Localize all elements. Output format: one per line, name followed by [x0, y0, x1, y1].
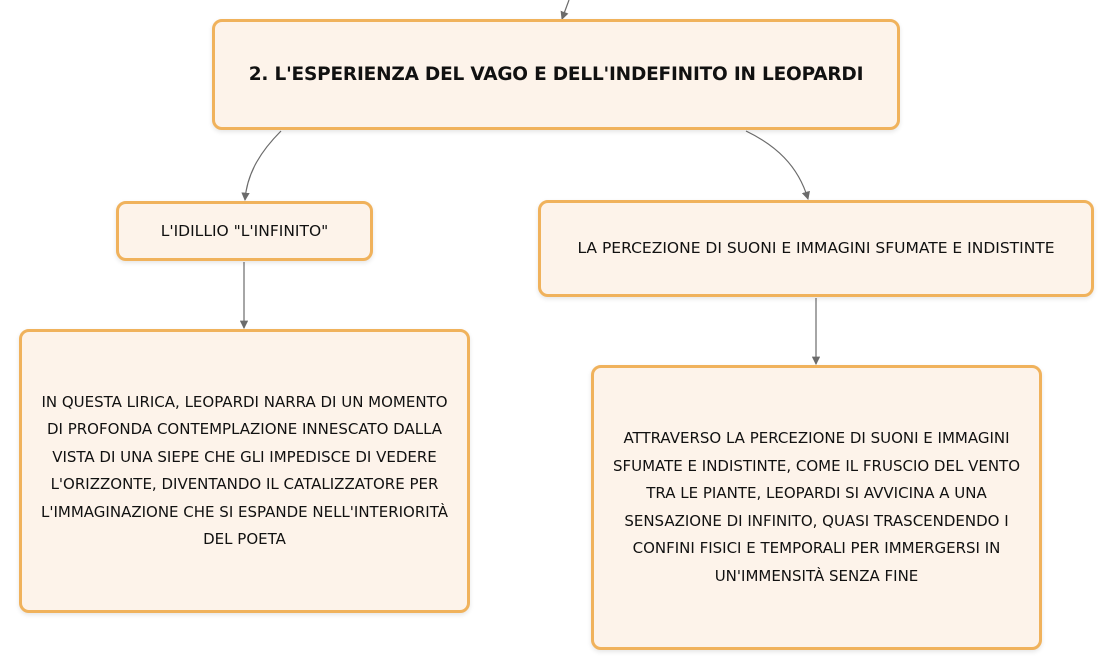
connector-parent-to-root	[562, 0, 569, 19]
subtopic-text-attraverso: ATTRAVERSO LA PERCEZIONE DI SUONI E IMMAGINI SFUMATE E INDISTINTE, COME IL FRUSCIO DEL VENTO TRA LE PIANTE, LEOPARDI SI AVVICINA A UNA SENSAZIONE DI INFINITO, QUASI TRASCENDENDO I CONFINI FISICI E TEMPORALI PER IMMERGERSI IN UN'IMMENSITÀ SENZA FINE	[612, 429, 1021, 585]
topic-node-idillio-infinito[interactable]	[116, 201, 373, 261]
topic-label-idillio-infinito: L'IDILLIO "L'INFINITO"	[160, 222, 329, 240]
connector-root-to-percezione	[746, 131, 808, 199]
subtopic-node-lirica[interactable]	[19, 329, 470, 613]
root-topic-node[interactable]	[212, 19, 900, 130]
topic-label-percezione: LA PERCEZIONE DI SUONI E IMMAGINI SFUMATE E INDISTINTE	[577, 239, 1055, 257]
subtopic-node-attraverso[interactable]	[591, 365, 1042, 650]
root-topic-label: 2. L'ESPERIENZA DEL VAGO E DELL'INDEFINITO IN LEOPARDI	[248, 64, 864, 85]
subtopic-text-lirica: IN QUESTA LIRICA, LEOPARDI NARRA DI UN MOMENTO DI PROFONDA CONTEMPLAZIONE INNESCATO DALLA VISTA DI UNA SIEPE CHE GLI IMPEDISCE DI VEDERE L'ORIZZONTE, DIVENTANDO IL CATALIZZATORE PER L'IMMAGINAZIONE CHE SI ESPANDE NELL'INTERIORITÀ DEL POETA	[41, 392, 448, 548]
connector-root-to-idillio	[245, 131, 281, 200]
topic-node-percezione[interactable]	[538, 200, 1094, 297]
